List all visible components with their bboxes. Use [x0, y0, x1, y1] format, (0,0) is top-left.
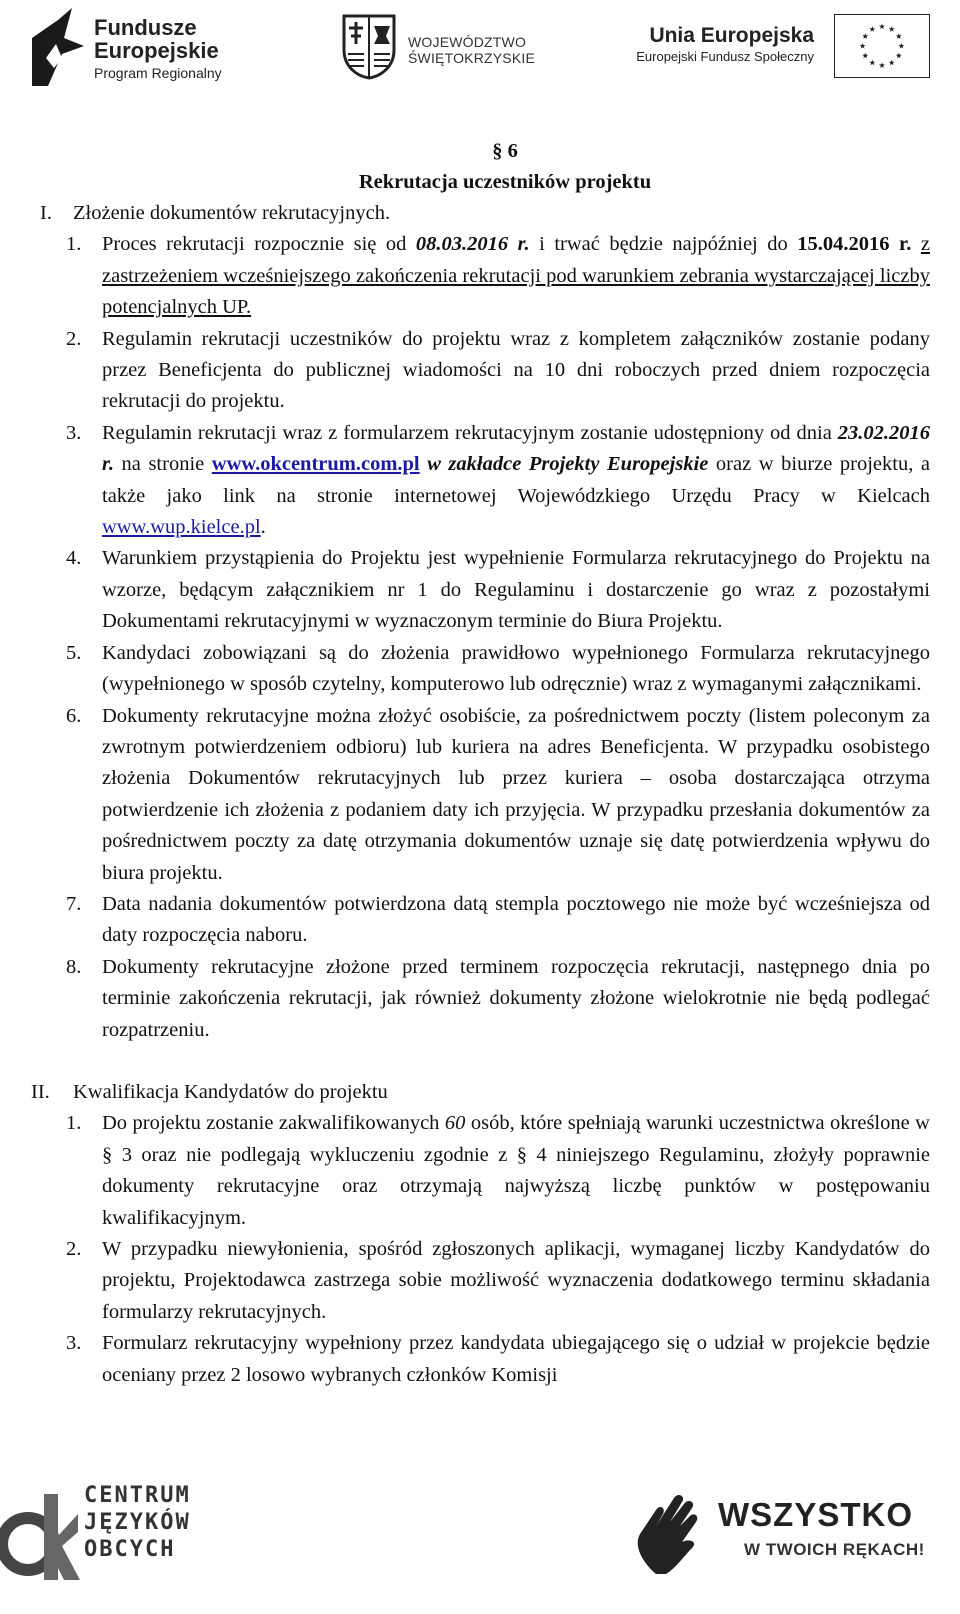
eu-star-icon [869, 60, 875, 66]
cjo-logo-text [84, 1482, 191, 1563]
part1-numeral: I. [40, 202, 52, 224]
item-number: 1. [66, 1112, 82, 1135]
item-number: 6. [66, 704, 82, 727]
fe-logo-line2: Europejskie [94, 38, 219, 63]
item-number: 4. [66, 547, 82, 570]
item-text: Kandydaci zobowiązani są do złożenia prawidłowo wypełnionego Formularza rekrutacyjnego (wypełnionego w sposób czytelny, komputerowo lub odręcznie) wraz z wymaganymi załącznikami. [102, 641, 930, 696]
eu-star-icon [898, 43, 904, 49]
part2-item-2 [0, 1234, 960, 1328]
section-title: Rekrutacja uczestników projektu [358, 171, 652, 193]
item-number: 2. [66, 1238, 82, 1260]
part1-item-6 [0, 701, 960, 889]
fundusze-europejskie-text [94, 16, 222, 82]
item-number: 1. [66, 233, 82, 256]
item-text: Proces rekrutacji rozpocznie się od [102, 233, 416, 256]
item-text: Regulamin rekrutacji wraz z formularzem rekrutacyjnym zostanie udostępniony od dnia [102, 421, 838, 444]
part1-item-8 [0, 952, 960, 1046]
part1-item-5 [0, 638, 960, 701]
unia-europejska-logo [614, 14, 934, 84]
item-number: 2. [66, 327, 82, 350]
centrum-jezykow-obcych-logo [0, 1474, 200, 1614]
item-text: Warunkiem przystąpienia do Projektu jest wypełnienie Formularza rekrutacyjnego do Projektu na wzorze, będącym załącznikiem nr 1 do Regulaminu i dostarczenie go wraz z pozostałymi Dokumentami rekrutacyjnymi w wyznaczonym terminie do Biura Projektu. [102, 547, 930, 633]
eu-star-icon [869, 26, 875, 32]
item-text: Do projektu zostanie zakwalifikowanych [102, 1112, 445, 1135]
part2-heading [0, 1077, 960, 1108]
item-text [911, 233, 921, 255]
ue-logo-line2: Europejski Fundusz Społeczny [636, 49, 814, 64]
item-text: . [260, 516, 266, 539]
item-text: Regulamin rekrutacji uczestników do projektu wraz z kompletem załączników zostanie podany przez Beneficjenta do publicznej wiadomości na 10 dni roboczych przed dniem rozpoczęcia rekrutacji do projektu. [102, 327, 930, 413]
part2-heading-text: Kwalifikacja Kandydatów do projektu [73, 1080, 388, 1103]
item-text: Dokumenty rekrutacyjne złożone przed terminem rozpoczęcia rekrutacji, następnego dnia po terminie zakończenia rekrutacji, jak również dokumenty złożone wielokrotnie nie będą podlegać rozpatrzeniu. [102, 955, 930, 1041]
eu-star-icon [862, 53, 868, 59]
item-number: 7. [66, 892, 82, 915]
part1-item-4 [0, 543, 960, 637]
part1-item-1 [0, 229, 960, 323]
item-text: Dokumenty rekrutacyjne można złożyć osobiście, za pośrednictwem poczty (listem poleconym za zwrotnym potwierdzeniem odbioru) lub kuriera na adres Beneficjenta. W przypadku osobistego złożenia Dokumentów rekrutacyjnych lub przez kuriera – osoba dostarczająca otrzyma potwierdzenie ich złożenia z podaniem daty ich przyjęcia. W przypadku przesłania dokumentów za pośrednictwem poczty za datę otrzymania dokumentów uznaje się datę potwierdzenia wpływu do biura projektu. [102, 704, 930, 884]
part1-heading-text: Złożenie dokumentów rekrutacyjnych. [73, 202, 391, 224]
hand-icon [626, 1490, 716, 1580]
recruitment-start-date: 08.03.2016 r. [415, 233, 530, 256]
recruitment-end-date: 15.04.2016 r. [797, 233, 912, 256]
part2-item-1 [0, 1108, 960, 1234]
item-number: 5. [66, 641, 82, 664]
header-logos [0, 0, 960, 95]
item-text-underlined: z zastrzeżeniem wcześniejszego zakończenia rekrutacji pod warunkiem zebrania wystarczającej liczby potencjalnych UP. [102, 233, 930, 319]
fe-logo-line1: Fundusze [94, 15, 197, 40]
item-text: Data nadania dokumentów potwierdzona datą stempla pocztowego nie może być wcześniejsza od daty rozpoczęcia naboru. [102, 892, 930, 947]
part2-numeral: II. [31, 1080, 50, 1103]
tab-name: w zakładce Projekty Europejskie [419, 453, 709, 476]
publication-date: 23.02.2016 r. [102, 421, 930, 476]
eu-star-icon [896, 53, 902, 59]
item-text: Formularz rekrutacyjny wypełniony przez kandydata ubiegającego się o udział w projekcie będzie oceniany przez 2 losowo wybranych członków Komisji [102, 1332, 930, 1386]
item-text: W przypadku niewyłonienia, spośród zgłoszonych aplikacji, wymaganej liczby Kandydatów do projektu, Projektodawca zastrzega sobie możliwość wyznaczenia dodatkowego terminu składania formularzy rekrutacyjnych. [102, 1238, 930, 1323]
part1-item-2 [0, 324, 960, 418]
eu-star-icon [860, 43, 866, 49]
fundusze-europejskie-logo [28, 8, 258, 88]
eu-star-icon [889, 60, 895, 66]
ue-logo-line1: Unia Europejska [649, 24, 814, 47]
wwr-logo-line1: WSZYSTKO [718, 1496, 913, 1533]
document-body [0, 136, 960, 1391]
item-text: na stronie [113, 453, 212, 476]
eu-star-icon [889, 26, 895, 32]
wojewodztwo-text [408, 34, 535, 66]
wwr-logo-line2: W TWOICH RĘKACH! [744, 1540, 925, 1559]
wojewodztwo-swietokrzyskie-logo [342, 14, 542, 80]
okcentrum-link[interactable]: www.okcentrum.com.pl [211, 453, 420, 476]
item-number: 8. [66, 955, 82, 978]
eu-star-icon [879, 24, 885, 30]
part1-heading [0, 198, 960, 229]
item-text: osób, które spełniają warunki uczestnictwa określone w § 3 oraz nie podlegają wykluczeniu zgodnie z § 4 niniejszego Regulaminu, złożyły poprawnie dokumenty rekrutacyjne oraz otrzymają najwyższą liczbę punktów w postępowaniu kwalifikacyjnym. [102, 1112, 930, 1229]
ws-logo-line2: ŚWIĘTOKRZYSKIE [408, 50, 536, 66]
wszystko-w-twoich-rekach-logo [626, 1490, 936, 1580]
item-text: oraz w biurze projektu, a także jako link na stronie internetowej Wojewódzkiego Urzędu Pracy w Kielcach [102, 453, 930, 507]
item-number: 3. [66, 1332, 82, 1355]
ws-logo-line1: WOJEWÓDZTWO [408, 34, 527, 50]
eu-star-icon [879, 62, 885, 68]
cjo-logo-line2: JĘZYKÓW [84, 1510, 191, 1535]
unia-europejska-text [614, 24, 814, 66]
item-number: 3. [66, 421, 82, 444]
eu-star-icon [862, 33, 868, 39]
fe-logo-line3: Program Regionalny [94, 65, 222, 81]
ok-monogram-icon [0, 1484, 80, 1584]
eu-star-icon [896, 33, 902, 39]
section-spacer [0, 1046, 960, 1077]
part1-item-7 [0, 889, 960, 952]
cjo-logo-line1: CENTRUM [84, 1483, 191, 1508]
coat-of-arms-icon [342, 14, 396, 80]
wup-kielce-link[interactable]: www.wup.kielce.pl [102, 516, 261, 539]
part2-item-3 [0, 1328, 960, 1391]
participant-count: 60 [444, 1112, 466, 1135]
eu-flag-icon [834, 14, 930, 78]
item-text: i trwać będzie najpóźniej do [529, 233, 798, 256]
cjo-logo-line3: OBCYCH [84, 1537, 176, 1562]
section-number: § 6 [492, 140, 518, 162]
part1-item-3 [0, 418, 960, 544]
fundusze-europejskie-star-icon [28, 8, 86, 88]
